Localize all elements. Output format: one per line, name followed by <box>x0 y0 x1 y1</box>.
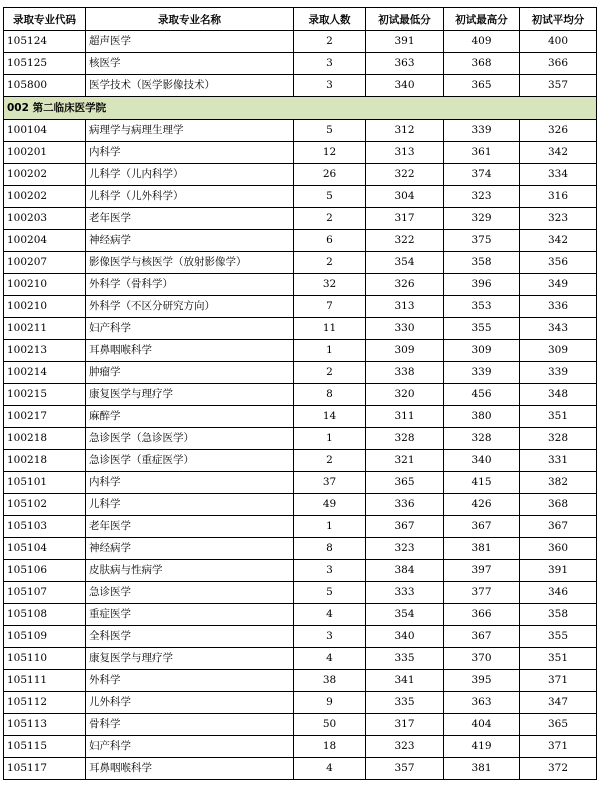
cell-name: 神经病学 <box>86 538 294 560</box>
cell-name: 急诊医学（急诊医学） <box>86 428 294 450</box>
cell-avg-score: 316 <box>520 186 597 208</box>
cell-name: 妇产科学 <box>86 736 294 758</box>
table-row <box>4 120 597 142</box>
cell-name: 急诊医学 <box>86 582 294 604</box>
cell-min-score: 363 <box>366 53 444 75</box>
cell-max-score: 397 <box>444 560 520 582</box>
cell-code: 105112 <box>4 692 86 714</box>
table-row <box>4 736 597 758</box>
cell-count: 26 <box>294 164 366 186</box>
cell-max-score: 419 <box>444 736 520 758</box>
table-row <box>4 494 597 516</box>
cell-min-score: 317 <box>366 208 444 230</box>
table-row <box>4 75 597 97</box>
cell-avg-score: 342 <box>520 142 597 164</box>
cell-max-score: 426 <box>444 494 520 516</box>
cell-name: 医学技术（医学影像技术） <box>86 75 294 97</box>
cell-max-score: 367 <box>444 626 520 648</box>
cell-max-score: 358 <box>444 252 520 274</box>
cell-count: 3 <box>294 75 366 97</box>
cell-name: 外科学（骨科学） <box>86 274 294 296</box>
table-row <box>4 31 597 53</box>
cell-max-score: 340 <box>444 450 520 472</box>
cell-name: 老年医学 <box>86 208 294 230</box>
cell-max-score: 370 <box>444 648 520 670</box>
cell-count: 4 <box>294 648 366 670</box>
table-body <box>4 31 597 780</box>
cell-min-score: 330 <box>366 318 444 340</box>
cell-max-score: 328 <box>444 428 520 450</box>
cell-code: 100218 <box>4 450 86 472</box>
cell-count: 11 <box>294 318 366 340</box>
cell-min-score: 335 <box>366 692 444 714</box>
cell-avg-score: 351 <box>520 406 597 428</box>
cell-code: 100210 <box>4 274 86 296</box>
cell-avg-score: 371 <box>520 736 597 758</box>
header-name: 录取专业名称 <box>86 8 294 31</box>
cell-max-score: 375 <box>444 230 520 252</box>
table-row <box>4 516 597 538</box>
cell-min-score: 354 <box>366 604 444 626</box>
cell-count: 5 <box>294 120 366 142</box>
cell-name: 外科学 <box>86 670 294 692</box>
cell-name: 骨科学 <box>86 714 294 736</box>
cell-avg-score: 391 <box>520 560 597 582</box>
cell-min-score: 311 <box>366 406 444 428</box>
cell-name: 外科学（不区分研究方向） <box>86 296 294 318</box>
cell-count: 5 <box>294 186 366 208</box>
cell-count: 12 <box>294 142 366 164</box>
cell-avg-score: 366 <box>520 53 597 75</box>
cell-count: 1 <box>294 340 366 362</box>
cell-max-score: 366 <box>444 604 520 626</box>
cell-count: 8 <box>294 384 366 406</box>
cell-avg-score: 343 <box>520 318 597 340</box>
cell-min-score: 365 <box>366 472 444 494</box>
cell-max-score: 309 <box>444 340 520 362</box>
cell-max-score: 396 <box>444 274 520 296</box>
cell-max-score: 377 <box>444 582 520 604</box>
cell-max-score: 381 <box>444 538 520 560</box>
cell-avg-score: 331 <box>520 450 597 472</box>
cell-code: 105800 <box>4 75 86 97</box>
cell-count: 4 <box>294 604 366 626</box>
cell-count: 2 <box>294 450 366 472</box>
cell-min-score: 340 <box>366 626 444 648</box>
cell-min-score: 323 <box>366 538 444 560</box>
cell-min-score: 309 <box>366 340 444 362</box>
cell-max-score: 374 <box>444 164 520 186</box>
cell-count: 3 <box>294 626 366 648</box>
header-avg-score: 初试平均分 <box>520 8 597 31</box>
cell-max-score: 355 <box>444 318 520 340</box>
header-code: 录取专业代码 <box>4 8 86 31</box>
cell-code: 100217 <box>4 406 86 428</box>
cell-code: 100202 <box>4 186 86 208</box>
cell-count: 2 <box>294 31 366 53</box>
cell-code: 105101 <box>4 472 86 494</box>
table-row <box>4 142 597 164</box>
cell-count: 32 <box>294 274 366 296</box>
cell-avg-score: 347 <box>520 692 597 714</box>
cell-min-score: 341 <box>366 670 444 692</box>
table-row <box>4 186 597 208</box>
cell-count: 7 <box>294 296 366 318</box>
cell-count: 5 <box>294 582 366 604</box>
table-row <box>4 604 597 626</box>
cell-code: 105109 <box>4 626 86 648</box>
cell-name: 超声医学 <box>86 31 294 53</box>
table-row <box>4 714 597 736</box>
cell-count: 2 <box>294 252 366 274</box>
cell-code: 100213 <box>4 340 86 362</box>
cell-min-score: 312 <box>366 120 444 142</box>
cell-count: 50 <box>294 714 366 736</box>
cell-max-score: 361 <box>444 142 520 164</box>
cell-min-score: 335 <box>366 648 444 670</box>
table-row <box>4 362 597 384</box>
cell-avg-score: 348 <box>520 384 597 406</box>
cell-name: 全科医学 <box>86 626 294 648</box>
cell-min-score: 313 <box>366 296 444 318</box>
cell-max-score: 329 <box>444 208 520 230</box>
cell-min-score: 357 <box>366 758 444 780</box>
cell-min-score: 320 <box>366 384 444 406</box>
cell-code: 105104 <box>4 538 86 560</box>
cell-min-score: 391 <box>366 31 444 53</box>
cell-code: 100203 <box>4 208 86 230</box>
cell-min-score: 328 <box>366 428 444 450</box>
cell-avg-score: 367 <box>520 516 597 538</box>
cell-code: 105110 <box>4 648 86 670</box>
cell-code: 105108 <box>4 604 86 626</box>
cell-avg-score: 336 <box>520 296 597 318</box>
cell-code: 100201 <box>4 142 86 164</box>
cell-avg-score: 351 <box>520 648 597 670</box>
cell-count: 49 <box>294 494 366 516</box>
cell-avg-score: 356 <box>520 252 597 274</box>
cell-max-score: 381 <box>444 758 520 780</box>
cell-max-score: 368 <box>444 53 520 75</box>
cell-avg-score: 371 <box>520 670 597 692</box>
cell-code: 100207 <box>4 252 86 274</box>
cell-name: 神经病学 <box>86 230 294 252</box>
cell-code: 100215 <box>4 384 86 406</box>
cell-count: 2 <box>294 208 366 230</box>
cell-min-score: 313 <box>366 142 444 164</box>
table-row <box>4 384 597 406</box>
cell-code: 105124 <box>4 31 86 53</box>
table-row <box>4 252 597 274</box>
admission-table <box>3 7 597 780</box>
cell-code: 100202 <box>4 164 86 186</box>
cell-code: 100214 <box>4 362 86 384</box>
cell-max-score: 456 <box>444 384 520 406</box>
cell-max-score: 395 <box>444 670 520 692</box>
cell-code: 105102 <box>4 494 86 516</box>
cell-code: 100210 <box>4 296 86 318</box>
cell-min-score: 333 <box>366 582 444 604</box>
cell-max-score: 409 <box>444 31 520 53</box>
cell-name: 康复医学与理疗学 <box>86 648 294 670</box>
cell-count: 2 <box>294 362 366 384</box>
header-min-score: 初试最低分 <box>366 8 444 31</box>
admission-table-container <box>3 7 597 780</box>
table-row <box>4 230 597 252</box>
table-row <box>4 428 597 450</box>
table-row <box>4 296 597 318</box>
cell-max-score: 339 <box>444 362 520 384</box>
cell-name: 皮肤病与性病学 <box>86 560 294 582</box>
cell-name: 儿科学（儿外科学） <box>86 186 294 208</box>
table-row <box>4 648 597 670</box>
table-row <box>4 164 597 186</box>
cell-name: 老年医学 <box>86 516 294 538</box>
table-row <box>4 53 597 75</box>
cell-name: 重症医学 <box>86 604 294 626</box>
cell-name: 儿科学（儿内科学） <box>86 164 294 186</box>
cell-min-score: 323 <box>366 736 444 758</box>
cell-code: 105111 <box>4 670 86 692</box>
cell-min-score: 326 <box>366 274 444 296</box>
table-row <box>4 340 597 362</box>
cell-code: 105115 <box>4 736 86 758</box>
cell-avg-score: 382 <box>520 472 597 494</box>
cell-count: 6 <box>294 230 366 252</box>
table-row <box>4 626 597 648</box>
cell-count: 1 <box>294 516 366 538</box>
cell-code: 105106 <box>4 560 86 582</box>
cell-avg-score: 339 <box>520 362 597 384</box>
cell-max-score: 353 <box>444 296 520 318</box>
table-row <box>4 538 597 560</box>
cell-name: 康复医学与理疗学 <box>86 384 294 406</box>
table-row <box>4 692 597 714</box>
cell-max-score: 365 <box>444 75 520 97</box>
cell-count: 1 <box>294 428 366 450</box>
cell-avg-score: 355 <box>520 626 597 648</box>
table-row <box>4 274 597 296</box>
cell-count: 3 <box>294 53 366 75</box>
cell-min-score: 336 <box>366 494 444 516</box>
cell-avg-score: 326 <box>520 120 597 142</box>
cell-count: 14 <box>294 406 366 428</box>
cell-count: 8 <box>294 538 366 560</box>
cell-min-score: 340 <box>366 75 444 97</box>
cell-count: 3 <box>294 560 366 582</box>
cell-avg-score: 349 <box>520 274 597 296</box>
table-row <box>4 318 597 340</box>
cell-avg-score: 342 <box>520 230 597 252</box>
cell-name: 儿外科学 <box>86 692 294 714</box>
cell-min-score: 367 <box>366 516 444 538</box>
cell-name: 耳鼻咽喉科学 <box>86 758 294 780</box>
cell-avg-score: 358 <box>520 604 597 626</box>
header-row <box>4 8 597 31</box>
cell-avg-score: 357 <box>520 75 597 97</box>
table-row <box>4 450 597 472</box>
cell-max-score: 404 <box>444 714 520 736</box>
cell-count: 38 <box>294 670 366 692</box>
cell-code: 105107 <box>4 582 86 604</box>
table-row <box>4 670 597 692</box>
cell-count: 37 <box>294 472 366 494</box>
cell-name: 影像医学与核医学（放射影像学） <box>86 252 294 274</box>
cell-max-score: 415 <box>444 472 520 494</box>
header-count: 录取人数 <box>294 8 366 31</box>
cell-avg-score: 346 <box>520 582 597 604</box>
table-row <box>4 582 597 604</box>
cell-min-score: 317 <box>366 714 444 736</box>
cell-max-score: 323 <box>444 186 520 208</box>
cell-avg-score: 334 <box>520 164 597 186</box>
cell-count: 4 <box>294 758 366 780</box>
cell-name: 内科学 <box>86 142 294 164</box>
cell-name: 急诊医学（重症医学） <box>86 450 294 472</box>
cell-avg-score: 360 <box>520 538 597 560</box>
cell-min-score: 304 <box>366 186 444 208</box>
cell-code: 100211 <box>4 318 86 340</box>
cell-avg-score: 328 <box>520 428 597 450</box>
table-row <box>4 472 597 494</box>
cell-avg-score: 365 <box>520 714 597 736</box>
cell-code: 100104 <box>4 120 86 142</box>
table-row <box>4 406 597 428</box>
cell-avg-score: 368 <box>520 494 597 516</box>
cell-name: 内科学 <box>86 472 294 494</box>
section-title: 002 第二临床医学院 <box>4 97 597 120</box>
cell-count: 18 <box>294 736 366 758</box>
cell-avg-score: 400 <box>520 31 597 53</box>
cell-max-score: 367 <box>444 516 520 538</box>
cell-max-score: 363 <box>444 692 520 714</box>
cell-avg-score: 372 <box>520 758 597 780</box>
cell-code: 105103 <box>4 516 86 538</box>
cell-count: 9 <box>294 692 366 714</box>
cell-avg-score: 309 <box>520 340 597 362</box>
section-row <box>4 97 597 120</box>
cell-min-score: 322 <box>366 164 444 186</box>
cell-name: 儿科学 <box>86 494 294 516</box>
cell-code: 105125 <box>4 53 86 75</box>
cell-code: 105117 <box>4 758 86 780</box>
table-row <box>4 560 597 582</box>
cell-min-score: 322 <box>366 230 444 252</box>
cell-code: 105113 <box>4 714 86 736</box>
cell-min-score: 321 <box>366 450 444 472</box>
cell-min-score: 354 <box>366 252 444 274</box>
cell-name: 肿瘤学 <box>86 362 294 384</box>
cell-code: 100218 <box>4 428 86 450</box>
cell-name: 病理学与病理生理学 <box>86 120 294 142</box>
cell-name: 妇产科学 <box>86 318 294 340</box>
cell-max-score: 339 <box>444 120 520 142</box>
table-row <box>4 208 597 230</box>
cell-name: 耳鼻咽喉科学 <box>86 340 294 362</box>
cell-code: 100204 <box>4 230 86 252</box>
cell-min-score: 338 <box>366 362 444 384</box>
header-max-score: 初试最高分 <box>444 8 520 31</box>
cell-min-score: 384 <box>366 560 444 582</box>
cell-name: 麻醉学 <box>86 406 294 428</box>
cell-max-score: 380 <box>444 406 520 428</box>
table-row <box>4 758 597 780</box>
cell-avg-score: 323 <box>520 208 597 230</box>
cell-name: 核医学 <box>86 53 294 75</box>
